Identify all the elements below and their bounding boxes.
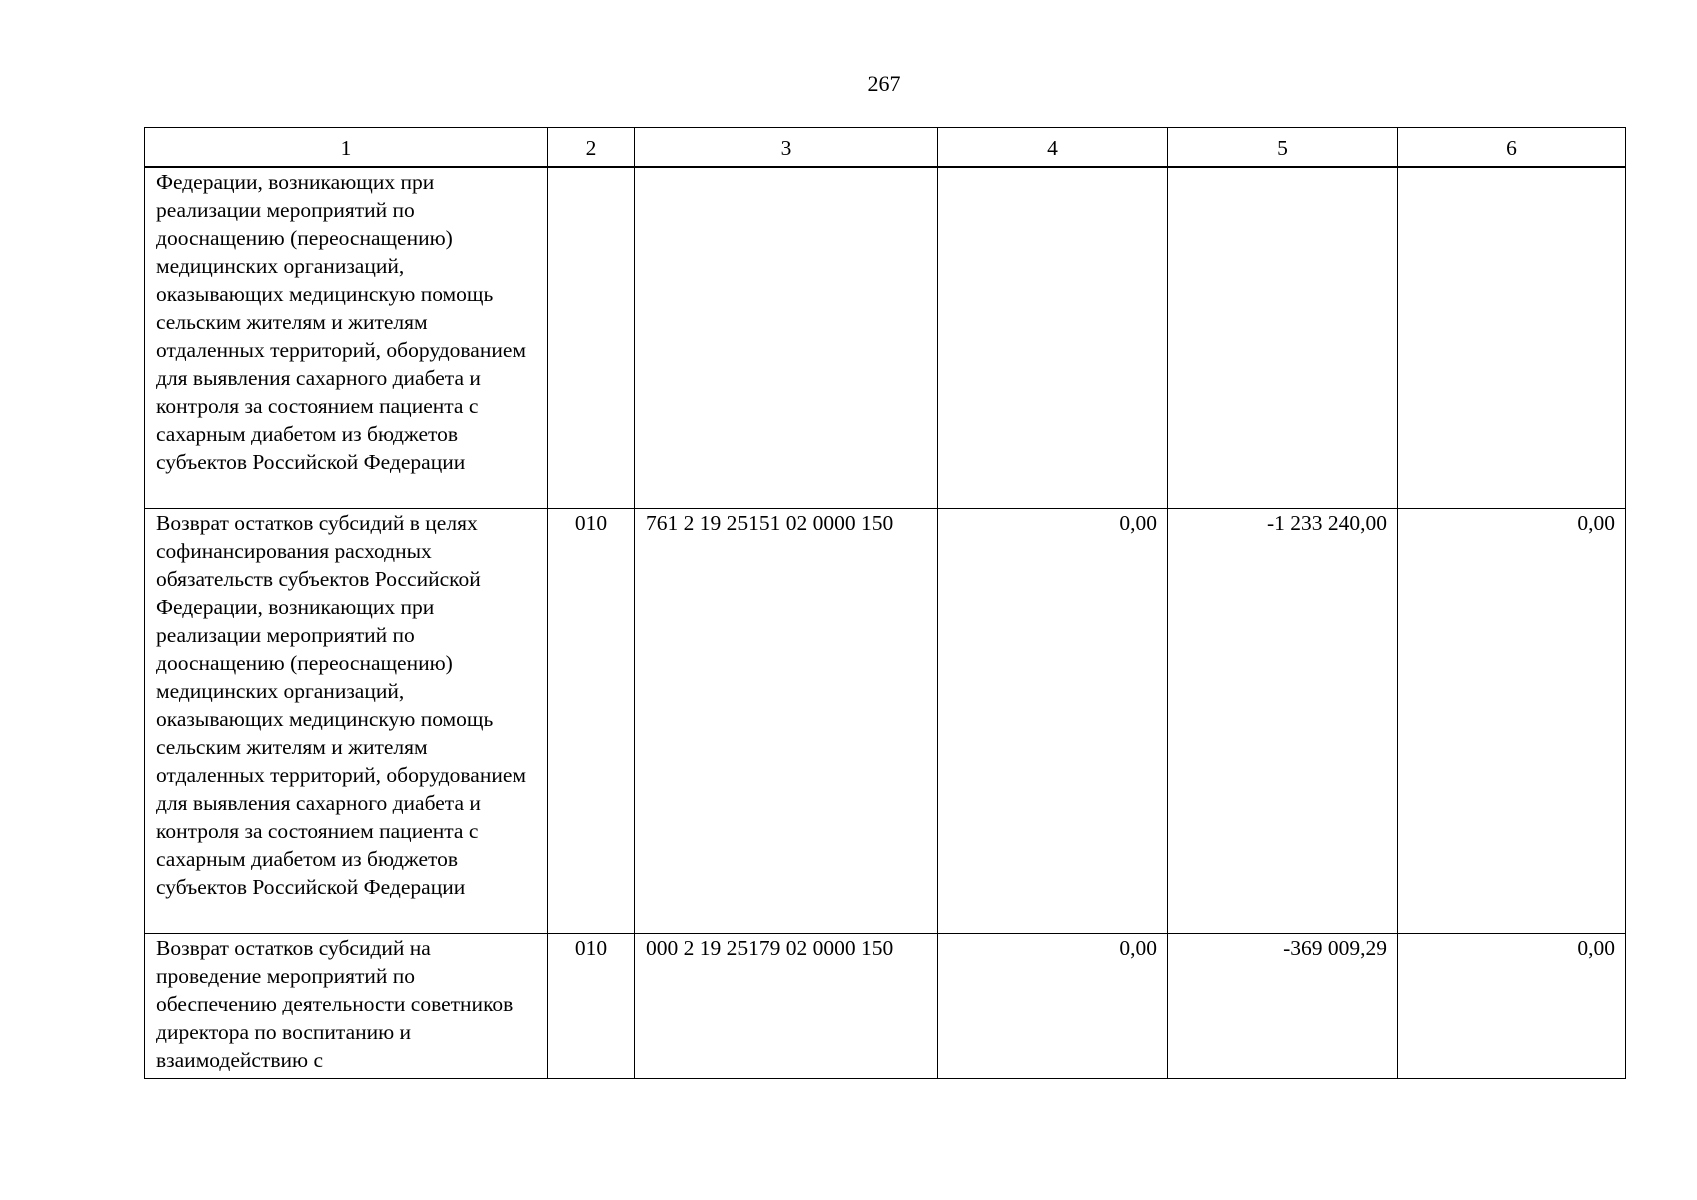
row-line-code [548, 167, 635, 509]
row-description: Возврат остатков субсидий в целях софинансирования расходных обязательств субъектов Российской Федерации, возникающих при реализации мероприятий по дооснащению (переоснащению) медицинских организаций, оказывающих медицинскую помощь сельским жителям и жителям отдаленных территорий, оборудованием для выявления сахарного диабета и контроля за состоянием пациента с сахарным диабетом из бюджетов субъектов Российской Федерации [145, 509, 548, 934]
row-value-col4: 0,00 [938, 934, 1168, 1079]
column-header-2: 2 [548, 128, 635, 168]
row-line-code: 010 [548, 934, 635, 1079]
table-row [145, 509, 1626, 934]
budget-table [144, 127, 1626, 1079]
row-value-col5 [1168, 167, 1398, 509]
row-budget-code: 761 2 19 25151 02 0000 150 [635, 509, 938, 934]
row-value-col5: -369 009,29 [1168, 934, 1398, 1079]
row-line-code: 010 [548, 509, 635, 934]
column-header-1: 1 [145, 128, 548, 168]
column-header-4: 4 [938, 128, 1168, 168]
row-value-col6: 0,00 [1398, 934, 1626, 1079]
column-header-3: 3 [635, 128, 938, 168]
table-header-row [145, 128, 1626, 168]
row-value-col6 [1398, 167, 1626, 509]
row-value-col4: 0,00 [938, 509, 1168, 934]
table-row [145, 167, 1626, 509]
column-header-5: 5 [1168, 128, 1398, 168]
row-value-col4 [938, 167, 1168, 509]
table-row [145, 934, 1626, 1079]
row-description: Возврат остатков субсидий на проведение мероприятий по обеспечению деятельности советников директора по воспитанию и взаимодействию с [145, 934, 548, 1079]
page-number: 267 [867, 71, 901, 96]
row-budget-code: 000 2 19 25179 02 0000 150 [635, 934, 938, 1079]
row-budget-code [635, 167, 938, 509]
row-description: Федерации, возникающих при реализации мероприятий по дооснащению (переоснащению) медицинских организаций, оказывающих медицинскую помощь сельским жителям и жителям отдаленных территорий, оборудованием для выявления сахарного диабета и контроля за состоянием пациента с сахарным диабетом из бюджетов субъектов Российской Федерации [145, 167, 548, 509]
row-value-col5: -1 233 240,00 [1168, 509, 1398, 934]
column-header-6: 6 [1398, 128, 1626, 168]
row-value-col6: 0,00 [1398, 509, 1626, 934]
